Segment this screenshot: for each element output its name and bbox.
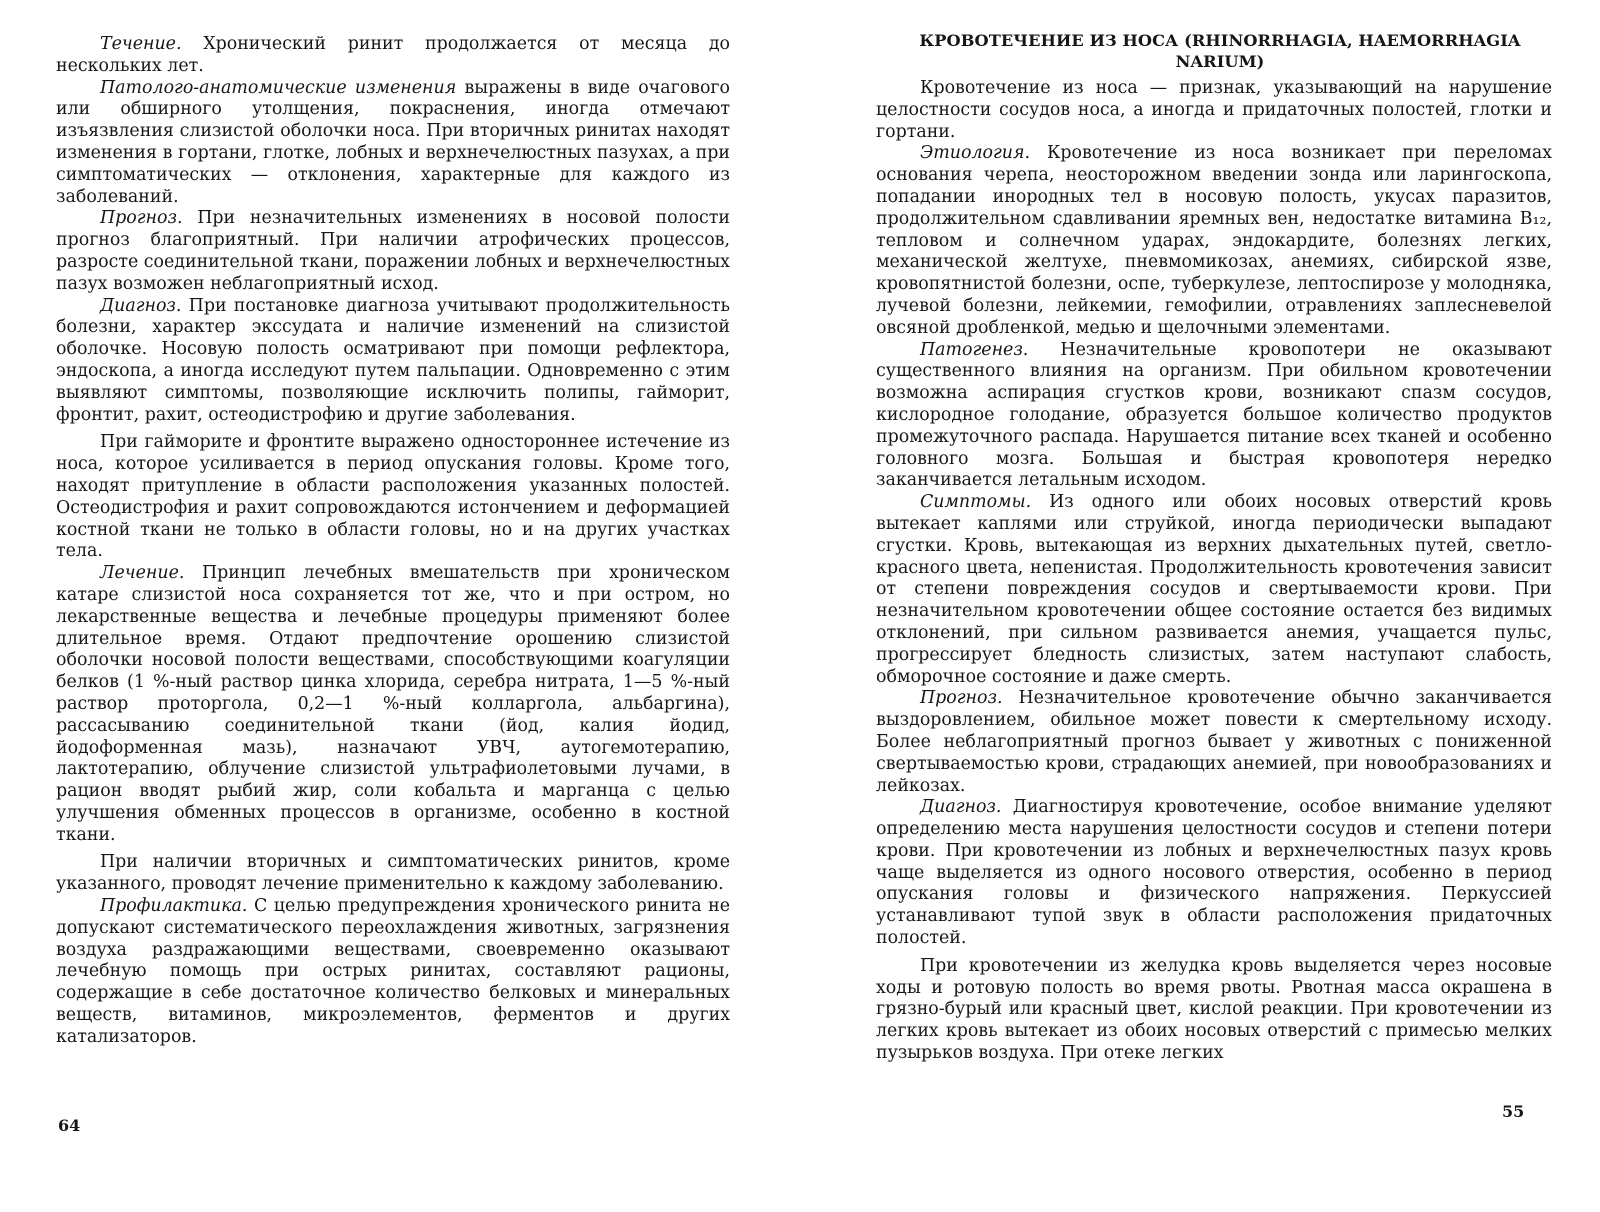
paragraph-text: Незначительные кровопотери не оказывают существенного влияния на организм. При обильном кровотечении возможна аспирация сгустков крови, возникают спазм сосудов, кислородное голодание, образуется большое количество продуктов промежуточного распада. Нарушается питание всех тканей и особенно головного мозга. Большая и быстрая кровопотеря нередко заканчивается летальным исходом. bbox=[876, 339, 1552, 491]
paragraph-diagnosis bbox=[56, 296, 730, 427]
paragraph-text: Диагностируя кровотечение, особое внимание уделяют определению места нарушения целостности сосудов и степени потери крови. При кровотечении из лобных и верхнечелюстных пазух кровь чаще выделяется из одного носового отверстия, особенно в период опускания головы и физического напряжения. Перкуссией устанавливают тупой звук в области расположения придаточных полостей. bbox=[876, 797, 1552, 949]
paragraph-text: Кровотечение из носа — признак, указывающий на нарушение целостности сосудов носа, а иногда и придаточных полостей, глотки и гортани. bbox=[876, 78, 1552, 142]
paragraph-text: Кровотечение из носа возникает при переломах основания черепа, неосторожном введении зонда или ларингоскопа, попадании инородных тел в носовую полость, укусах паразитов, продолжительном сдавливании яремных вен, недостатке витамина B₁₂, тепловом и солнечном ударах, эндокардите, болезнях легких, механической желтухе, пневмомикозах, анемиях, сибирской язве, кровопятнистой болезни, оспе, туберкулезе, лептоспирозе у молодняка, лучевой болезни, лейкемии, гемофилии, отравлениях заплесневелой овсяной дробленкой, медью и щелочными элементами. bbox=[876, 143, 1552, 338]
paragraph-text: При незначительных изменениях в носовой полости прогноз благоприятный. При наличии атрофических процессов, разросте соединительной ткани, поражении лобных и верхнечелюстных пазух возможен неблагоприятный исход. bbox=[56, 208, 731, 294]
paragraph-sinusitis bbox=[56, 432, 730, 563]
page-number-left: 64 bbox=[58, 1116, 81, 1135]
paragraph-text: С целью предупреждения хронического ринита не допускают систематического переохлаждения животных, загрязнения воздуха раздражающими веществами, своевременно оказывают лечебную помощь при острых ринитах, составляют рационы, содержащие в себе достаточное количество белковых и минеральных веществ, витаминов, микроэлементов, ферментов и других катализаторов. bbox=[56, 896, 730, 1047]
paragraph-stomach bbox=[876, 956, 1552, 1065]
section-title: КРОВОТЕЧЕНИЕ ИЗ НОСА (RHINORRHAGIA, HAEMORRHAGIA NARIUM) bbox=[919, 31, 1521, 71]
paragraph-text: Из одного или обоих носовых отверстий кровь вытекает каплями или струйкой, иногда периодически выпадают сгустки. Кровь, вытекающая из верхних дыхательных путей, светло-красного цвета, непенистая. Продолжительность кровотечения зависит от степени повреждения сосудов и свертываемости крови. При незначительном кровотечении общее состояние остается без видимых отклонений, при сильном развивается анемия, учащается пульс, прогрессирует бледность слизистых, затем наступают слабость, обморочное состояние и даже смерть. bbox=[876, 492, 1552, 687]
heading-prevention: Профилактика. bbox=[100, 896, 248, 917]
paragraph-symptoms bbox=[876, 492, 1552, 688]
paragraph-text: При наличии вторичных и симптоматических ринитов, кроме указанного, проводят лечение применительно к каждому заболеванию. bbox=[56, 852, 730, 895]
paragraph-prognosis-right bbox=[876, 688, 1552, 797]
paragraph-text: выражены в виде очагового или обширного утолщения, покраснения, иногда отмечают изъязвления слизистой оболочки носа. При вторичных ринитах находят изменения в гортани, глотке, лобных и верхнечелюстных пазухах, а при симптоматических — отклонения, характерные для каждого из заболеваний. bbox=[56, 77, 731, 207]
heading-prognosis-right: Прогноз. bbox=[920, 688, 1003, 709]
paragraph-text: При постановке диагноза учитывают продолжительность болезни, характер экссудата и наличие изменений на слизистой оболочке. Носовую полость осматривают при помощи рефлектора, эндоскопа, а иногда исследуют путем пальпации. Одновременно с этим выявляют симптомы, позволяющие исключить полипы, гайморит, фронтит, рахит, остеодистрофию и другие заболевания. bbox=[56, 295, 730, 425]
heading-course: Течение. bbox=[100, 34, 182, 54]
heading-prognosis: Прогноз. bbox=[100, 208, 183, 229]
heading-symptoms: Симптомы. bbox=[920, 492, 1032, 513]
heading-treatment: Лечение. bbox=[100, 563, 185, 584]
paragraph-text: При гайморите и фронтите выражено одностороннее истечение из носа, которое усиливается в период опускания головы. Кроме того, находят притупление в области расположения указанных полостей. Остеодистрофия и рахит сопровождаются истончением и деформацией костной ткани не только в области головы, но и на других участках тела. bbox=[56, 432, 730, 562]
heading-diagnosis-right: Диагноз. bbox=[920, 797, 1002, 818]
paragraph-treatment bbox=[56, 563, 730, 846]
paragraph-course bbox=[56, 34, 730, 78]
paragraph-text: Хронический ринит продолжается от месяца до нескольких лет. bbox=[56, 34, 730, 76]
paragraph-etiology bbox=[876, 143, 1552, 339]
paragraph-prevention bbox=[56, 896, 730, 1049]
left-page bbox=[56, 34, 730, 1049]
paragraph-secondary bbox=[56, 852, 730, 896]
heading-diagnosis: Диагноз. bbox=[100, 295, 182, 316]
right-page bbox=[876, 30, 1552, 1065]
heading-etiology: Этиология. bbox=[920, 143, 1031, 164]
heading-pathology: Патолого-анатомические изменения bbox=[100, 77, 457, 98]
paragraph-pathology bbox=[56, 78, 730, 209]
page-number-right: 55 bbox=[1502, 1102, 1525, 1121]
paragraph-text: При кровотечении из желудка кровь выделяется через носовые ходы и ротовую полость во время рвоты. Рвотная масса окрашена в грязно-бурый или красный цвет, кислой реакции. При кровотечении из легких кровь вытекает из обоих носовых отверстий с примесью мелких пузырьков воздуха. При отеке легких bbox=[876, 955, 1552, 1064]
paragraph-prognosis bbox=[56, 208, 730, 295]
paragraph-diagnosis-right bbox=[876, 797, 1552, 950]
paragraph-text: Незначительное кровотечение обычно заканчивается выздоровлением, обильное может повести к смертельному исходу. Более неблагоприятный прогноз бывает у животных с пониженной свертываемостью крови, страдающих анемией, при новообразованиях и лейкозах. bbox=[876, 688, 1552, 796]
paragraph-pathogenesis bbox=[876, 340, 1552, 493]
heading-pathogenesis: Патогенез. bbox=[920, 339, 1029, 360]
paragraph-intro bbox=[876, 78, 1552, 143]
paragraph-text: Принцип лечебных вмешательств при хроническом катаре слизистой носа сохраняется тот же, что и при остром, но лекарственные вещества и лечебные процедуры применяют более длительное время. Отдают предпочтение орошению слизистой оболочки носовой полости веществами, способствующими коагуляции белков (1 %-ный раствор цинка хлорида, серебра нитрата, 1—5 %-ный раствор проторгола, 0,2—1 %-ный колларгола, альбаргина), рассасыванию соединительной ткани (йод, калия йодид, йодоформенная мазь), назначают УВЧ, аутогемотерапию, лактотерапию, облучение слизистой ультрафиолетовыми лучами, в рацион вводят рыбий жир, соли кобальта и марганца с целью улучшения обменных процессов в организме, особенно в костной ткани. bbox=[56, 563, 730, 845]
